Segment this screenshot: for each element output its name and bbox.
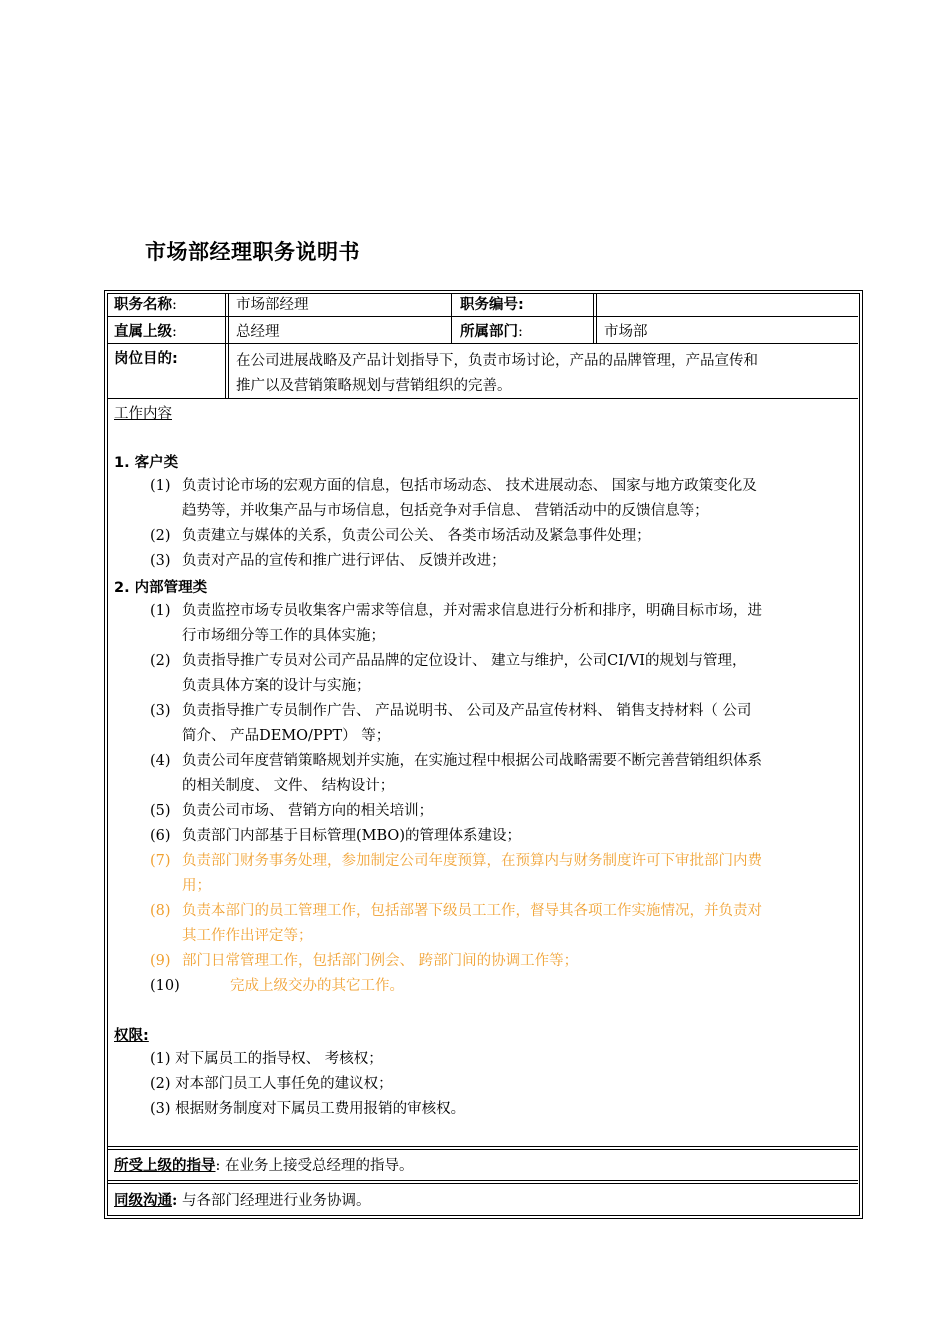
item-number: (6) [150, 828, 171, 844]
item-text: 负责指导推广专员制作广告、 产品说明书、 公司及产品宣传材料、 销售支持材料（ 公司 [182, 703, 752, 719]
item-text: 负责对产品的宣传和推广进行评估、 反馈并改进； [182, 553, 506, 569]
item-number: (3) [150, 703, 171, 719]
item-text: 负责公司市场、 营销方向的相关培训； [182, 803, 434, 819]
item-text: 负责具体方案的设计与实施； [182, 678, 371, 694]
item-text: 部门日常管理工作，包括部门例会、 跨部门间的协调工作等； [182, 953, 579, 969]
peer-label: 同级沟通 [114, 1193, 172, 1209]
authority-title: 权限: [114, 1028, 149, 1044]
item-number: (9) [150, 953, 171, 969]
item-text: 负责监控市场专员收集客户需求等信息，并对需求信息进行分析和排序，明确目标市场，进 [182, 603, 762, 619]
item-text: 简介、 产品DEMO/PPT） 等； [182, 728, 391, 744]
item-number: (1) [150, 603, 171, 619]
item-number: (3) [150, 553, 171, 569]
item-text: 负责部门内部基于目标管理(MBO)的管理体系建设； [182, 828, 521, 844]
job-code-label: 职务编号: [460, 297, 524, 313]
peer-text: 与各部门经理进行业务协调。 [181, 1193, 371, 1209]
item-text: 负责本部门的员工管理工作，包括部署下级员工工作，督导其各项工作实施情况，并负责对 [182, 903, 762, 919]
item-number: (5) [150, 803, 171, 819]
item-number: (4) [150, 753, 171, 769]
guidance-text: 在业务上接受总经理的指导。 [225, 1158, 414, 1174]
item-number: (7) [150, 853, 171, 869]
item-number: (8) [150, 903, 171, 919]
item-text: 其工作作出评定等； [182, 928, 313, 944]
document-title: 市场部经理职务说明书 [145, 240, 360, 264]
item-text: 负责公司年度营销策略规划并实施，在实施过程中根据公司战略需要不断完善营销组织体系 [182, 753, 762, 769]
authority-item: (3) 根据财务制度对下属员工费用报销的审核权。 [150, 1101, 466, 1117]
guidance-label: 所受上级的指导 [114, 1158, 216, 1174]
category-customer: 1. 客户类 [114, 455, 179, 471]
superior-value: 总经理 [236, 324, 280, 340]
purpose-label: 岗位目的: [114, 351, 178, 367]
job-name-label: 职务名称: [114, 297, 177, 313]
item-number: (2) [150, 528, 171, 544]
authority-item: (2) 对本部门员工人事任免的建议权； [150, 1076, 393, 1092]
item-text: 完成上级交办的其它工作。 [230, 978, 404, 994]
item-text: 负责讨论市场的宏观方面的信息，包括市场动态、 技术进展动态、 国家与地方政策变化及 [182, 478, 757, 494]
dept-value: 市场部 [604, 324, 648, 340]
purpose-text: 在公司进展战略及产品计划指导下，负责市场讨论，产品的品牌管理，产品宣传和 推广以及营销策略规划与营销组织的完善。 [236, 353, 758, 394]
item-text: 负责指导推广专员对公司产品品牌的定位设计、 建立与维护，公司CI/VI的规划与管理， [182, 653, 747, 669]
work-content-title: 工作内容 [114, 406, 172, 422]
item-text: 用； [182, 878, 211, 894]
authority-item: (1) 对下属员工的指导权、 考核权； [150, 1051, 383, 1067]
item-text: 行市场细分等工作的具体实施； [182, 628, 385, 644]
item-text: 趋势等，并收集产品与市场信息，包括竞争对手信息、 营销活动中的反馈信息等； [182, 503, 709, 519]
peer-row: 同级沟通: 与各部门经理进行业务协调。 [114, 1192, 371, 1209]
dept-label: 所属部门: [460, 324, 523, 340]
superior-label: 直属上级: [114, 324, 177, 340]
category-internal: 2. 内部管理类 [114, 580, 208, 596]
item-number: (10) [150, 978, 180, 994]
item-number: (2) [150, 653, 171, 669]
item-text: 负责部门财务事务处理，参加制定公司年度预算，在预算内与财务制度许可下审批部门内费 [182, 853, 762, 869]
item-text: 负责建立与媒体的关系，负责公司公关、 各类市场活动及紧急事件处理； [182, 528, 651, 544]
job-name-value: 市场部经理 [236, 297, 309, 313]
guidance-row: 所受上级的指导: 在业务上接受总经理的指导。 [114, 1158, 414, 1174]
item-number: (1) [150, 478, 171, 494]
item-text: 的相关制度、 文件、 结构设计； [182, 778, 395, 794]
